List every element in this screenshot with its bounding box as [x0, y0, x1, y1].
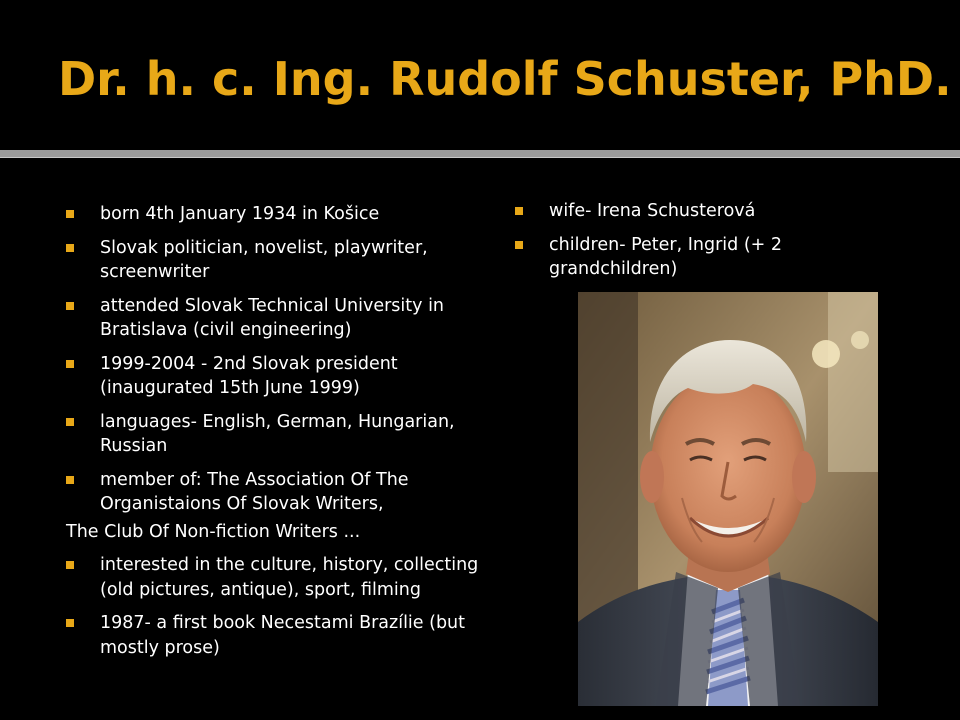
- square-bullet-icon: [66, 619, 74, 627]
- square-bullet-icon: [66, 210, 74, 218]
- family-list: [515, 199, 820, 291]
- list-item-text: 1999-2004 - 2nd Slovak president (inaugurated 15th June 1999): [100, 353, 398, 398]
- square-bullet-icon: [515, 207, 523, 215]
- square-bullet-icon: [66, 418, 74, 426]
- biography-list: [66, 202, 506, 669]
- title-band: [0, 0, 960, 150]
- list-item-text: The Club Of Non-fiction Writers ...: [66, 521, 361, 542]
- list-item: [66, 352, 506, 401]
- list-item-text: children- Peter, Ingrid (+ 2 grandchildren): [549, 234, 783, 279]
- square-bullet-icon: [515, 241, 523, 249]
- square-bullet-icon: [66, 360, 74, 368]
- list-item: [66, 611, 506, 660]
- square-bullet-icon: [66, 476, 74, 484]
- list-item-text: wife- Irena Schusterová: [549, 201, 756, 221]
- list-item: [66, 410, 506, 459]
- slide-title: Dr. h. c. Ing. Rudolf Schuster, PhD.: [58, 52, 952, 106]
- list-item: [66, 294, 506, 343]
- list-item-text: attended Slovak Technical University in Bratislava (civil engineering): [100, 295, 445, 340]
- list-item-text: 1987- a first book Necestami Brazílie (but mostly prose): [100, 613, 466, 658]
- list-item: [515, 233, 820, 282]
- list-item-text: Slovak politician, novelist, playwriter, screenwriter: [100, 237, 428, 282]
- square-bullet-icon: [66, 244, 74, 252]
- title-divider: [0, 150, 960, 158]
- portrait-image: [578, 292, 878, 706]
- list-item-text: languages- English, German, Hungarian, Russian: [100, 411, 455, 456]
- list-item: [66, 236, 506, 285]
- list-item: [66, 468, 506, 517]
- list-item-continuation: [66, 520, 506, 545]
- list-item: [515, 199, 820, 224]
- square-bullet-icon: [66, 561, 74, 569]
- list-item: [66, 553, 506, 602]
- list-item-text: born 4th January 1934 in Košice: [100, 204, 380, 224]
- list-item-text: interested in the culture, history, collecting (old pictures, antique), sport, filming: [100, 555, 479, 600]
- portrait-photo: [578, 292, 878, 706]
- list-item-text: member of: The Association Of The Organistaions Of Slovak Writers,: [100, 469, 409, 514]
- square-bullet-icon: [66, 302, 74, 310]
- list-item: [66, 202, 506, 227]
